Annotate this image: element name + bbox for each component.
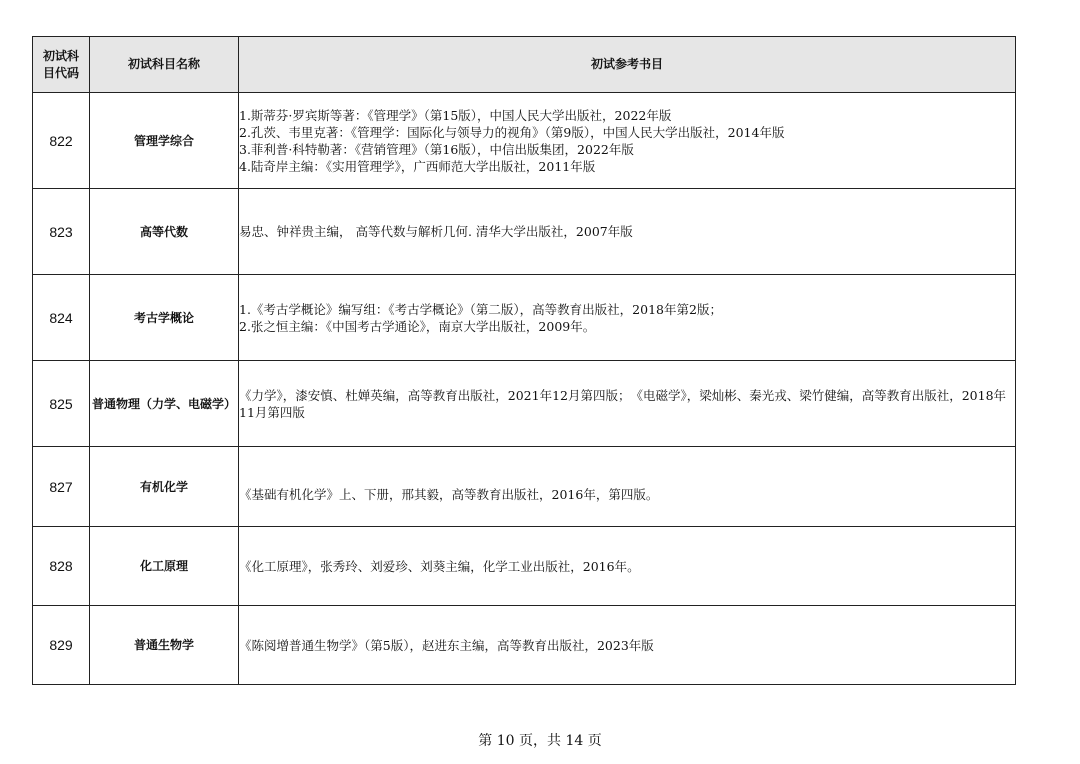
book-entry: 《化工原理》，张秀玲、刘爱珍、刘葵主编，化学工业出版社，2016年。 [239,558,640,574]
subject-code: 829 [33,606,90,685]
subject-name: 高等代数 [90,189,239,275]
subject-code: 823 [33,189,90,275]
reference-book-table [32,36,1016,685]
subject-code: 827 [33,447,90,527]
reference-books [239,189,1016,275]
reference-books [239,606,1016,685]
subject-code: 828 [33,527,90,606]
reference-books [239,275,1016,361]
table-row [33,527,1016,606]
subject-code: 822 [33,93,90,189]
table-row [33,93,1016,189]
book-entry: 1.《考古学概论》编写组：《考古学概论》（第二版），高等教育出版社，2018年第2版； [239,301,722,317]
table-row [33,447,1016,527]
book-entry: 《力学》，漆安慎、杜婵英编，高等教育出版社，2021年12月第四版； 《电磁学》，梁灿彬、秦光戎、梁竹健编，高等教育出版社，2018年11月第四版 [239,387,1007,420]
subject-name: 化工原理 [90,527,239,606]
reference-books [239,93,1016,189]
book-entry: 2.孔茨、韦里克著：《管理学：国际化与领导力的视角》（第9版），中国人民大学出版社，2014年版 [239,124,785,140]
book-entry: 4.陆奇岸主编：《实用管理学》，广西师范大学出版社，2011年版 [239,158,596,174]
book-entry: 1.斯蒂芬·罗宾斯等著：《管理学》（第15版），中国人民大学出版社，2022年版 [239,107,672,123]
header-subject-name: 初试科目名称 [90,37,239,93]
reference-books [239,361,1016,447]
header-reference-books: 初试参考书目 [239,37,1016,93]
table-row [33,606,1016,685]
book-entry: 2.张之恒主编：《中国考古学通论》，南京大学出版社，2009年。 [239,318,596,334]
reference-books [239,447,1016,527]
subject-code: 825 [33,361,90,447]
subject-name: 管理学综合 [90,93,239,189]
table-row [33,275,1016,361]
book-entry: 3.菲利普·科特勒著：《营销管理》（第16版），中信出版集团，2022年版 [239,141,634,157]
book-entry: 《陈阅增普通生物学》（第5版），赵进东主编，高等教育出版社，2023年版 [239,637,654,653]
subject-code: 824 [33,275,90,361]
subject-name: 普通物理（力学、电磁学） [90,361,239,447]
table-row [33,189,1016,275]
subject-name: 有机化学 [90,447,239,527]
header-subject-code: 初试科目代码 [33,37,90,93]
page-number-footer: 第 10 页，共 14 页 [478,733,602,749]
table-row [33,361,1016,447]
subject-name: 普通生物学 [90,606,239,685]
subject-name: 考古学概论 [90,275,239,361]
book-entry: 《基础有机化学》上、下册，邢其毅，高等教育出版社，2016年，第四版。 [239,487,659,502]
table-header-row [33,37,1016,93]
book-entry: 易忠、钟祥贵主编， 高等代数与解析几何. 清华大学出版社，2007年版 [239,224,633,239]
reference-books [239,527,1016,606]
